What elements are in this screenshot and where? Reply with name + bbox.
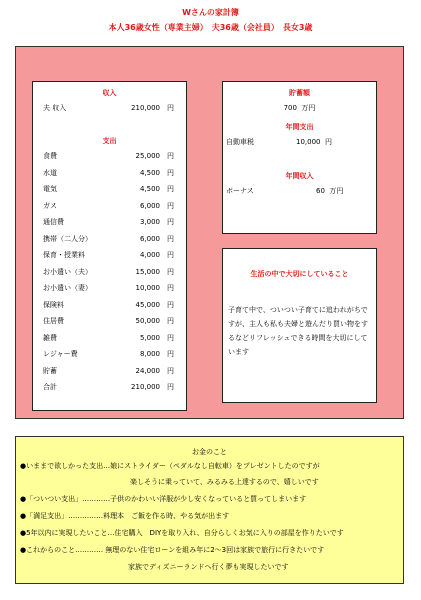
expense-row [33, 151, 186, 161]
row-unit: 円 [167, 185, 174, 193]
expense-row [33, 184, 186, 194]
row-amount: 4,500 [139, 168, 160, 177]
row-label: ガス [43, 201, 57, 210]
row-unit: 円 [167, 317, 174, 325]
expense-row [33, 267, 186, 277]
savings-heading: 貯蓄額 [289, 89, 310, 97]
row-unit: 円 [167, 152, 174, 160]
row-amount: 10,000 [135, 284, 160, 292]
note-line: 家族でディズニーランドへ行く夢も実現したいです [128, 563, 289, 571]
row-amount: 6,000 [139, 201, 160, 210]
row-amount: 3,000 [139, 218, 160, 226]
row-unit: 円 [167, 267, 174, 276]
row-label: 保険料 [43, 300, 64, 309]
row-amount: 45,000 [135, 300, 160, 309]
notes-panel [15, 436, 404, 584]
annual-expense-heading: 年間支出 [285, 123, 314, 131]
row-unit: 円 [167, 366, 174, 375]
expense-row [33, 366, 186, 376]
row-unit: 円 [167, 251, 174, 259]
row-amount: 4,500 [139, 185, 160, 193]
row-unit: 円 [167, 168, 174, 177]
row-amount: 6,000 [139, 234, 160, 243]
expense-row [33, 201, 186, 211]
annual-expense-row [226, 137, 376, 147]
row-unit: 円 [167, 284, 174, 292]
row-label: 夫 収入 [43, 104, 67, 112]
row-label: 保育・授業料 [43, 251, 85, 259]
savings-value: 700 [283, 104, 297, 112]
important-box [222, 248, 377, 403]
row-amount: 8,000 [139, 350, 160, 358]
savings-box [222, 81, 377, 234]
row-amount: 5,000 [139, 333, 160, 342]
note-line: ●「ついつい支出」…………子供のかわいい洋服が少し安くなっていると買ってしまいます [20, 495, 307, 503]
note-line: ●これからのこと………… 無理のない住宅ローンを組み年に2～3回は家族で旅行に行きたいです [20, 546, 325, 554]
expense-row [33, 250, 186, 260]
note-line: ●いままで欲しかった支出…娘にストライダー（ペダルなし自転車）をプレゼントしたのですが [20, 462, 320, 470]
row-label: お小遣い（妻） [43, 284, 92, 292]
row-unit: 円 [167, 300, 174, 309]
row-amount: 50,000 [135, 317, 160, 325]
row-unit: 円 [167, 201, 174, 210]
row-unit: 円 [167, 218, 174, 226]
row-amount: 10,000 [296, 138, 321, 146]
row-amount: 210,000 [131, 383, 160, 391]
expense-row [33, 300, 186, 310]
row-amount: 4,000 [139, 251, 160, 259]
expense-row [33, 168, 186, 178]
savings-value-row [223, 103, 376, 113]
row-label: 電気 [43, 185, 57, 193]
income-expense-box [32, 81, 187, 411]
expense-row [33, 349, 186, 359]
expense-heading: 支出 [102, 137, 117, 145]
expense-row [33, 316, 186, 326]
income-heading: 収入 [102, 89, 117, 97]
expense-row [33, 234, 186, 244]
income-row [33, 103, 186, 113]
row-unit: 万円 [329, 187, 344, 195]
row-amount: 24,000 [135, 366, 160, 375]
row-unit: 円 [324, 138, 332, 146]
row-label: 通信費 [43, 218, 64, 226]
savings-unit: 万円 [301, 104, 316, 112]
note-line: ●5年以内に実現したいこと…住宅購入 DIYを取り入れ、自分らしくお気に入りの部屋を作りたいです [20, 529, 344, 537]
expense-row [33, 333, 186, 343]
expense-row [33, 283, 186, 293]
row-unit: 円 [167, 104, 174, 112]
row-unit: 円 [167, 333, 174, 342]
row-label: 携帯（二人分） [43, 234, 92, 243]
row-label: ボーナス [226, 187, 254, 195]
note-line: ●「満足支出」……………料理本 ご飯を作る時、やる気が出ます [20, 512, 230, 520]
row-unit: 円 [167, 234, 174, 243]
row-label: 自動車税 [226, 138, 254, 146]
row-label: 貯蓄 [43, 366, 57, 375]
row-amount: 25,000 [135, 152, 160, 160]
row-label: お小遣い（夫） [43, 267, 92, 276]
row-label: 合計 [43, 383, 57, 391]
important-text: 子育て中で、ついつい子育てに追われがちですが、主人も私も夫婦と遊んだり買い物をするなどリフレッシュできる時間を大切にしています [228, 306, 368, 356]
page-subtitle: 本人36歳女性（専業主婦） 夫36歳（会社員） 長女3歳 [108, 23, 313, 32]
page-title: Wさんの家計簿 [182, 8, 239, 17]
notes-heading: お金のこと [192, 448, 227, 456]
row-label: 住居費 [43, 317, 64, 325]
expense-row [33, 382, 186, 392]
row-unit: 円 [167, 383, 174, 391]
budget-panel [15, 46, 404, 419]
row-amount: 60 [316, 187, 325, 195]
annual-income-row [226, 186, 376, 196]
row-amount: 210,000 [131, 104, 160, 112]
expense-row [33, 217, 186, 227]
note-line: 楽しそうに乗っていて、みるみる上達するので、嬉しいです [130, 478, 319, 486]
row-label: 水道 [43, 168, 57, 177]
row-unit: 円 [167, 350, 174, 358]
annual-income-heading: 年間収入 [285, 172, 314, 180]
row-label: 雑費 [43, 333, 57, 342]
row-label: 食費 [43, 152, 57, 160]
row-amount: 15,000 [135, 267, 160, 276]
important-heading: 生活の中で大切にしていること [250, 270, 349, 278]
row-label: レジャー費 [43, 350, 78, 358]
